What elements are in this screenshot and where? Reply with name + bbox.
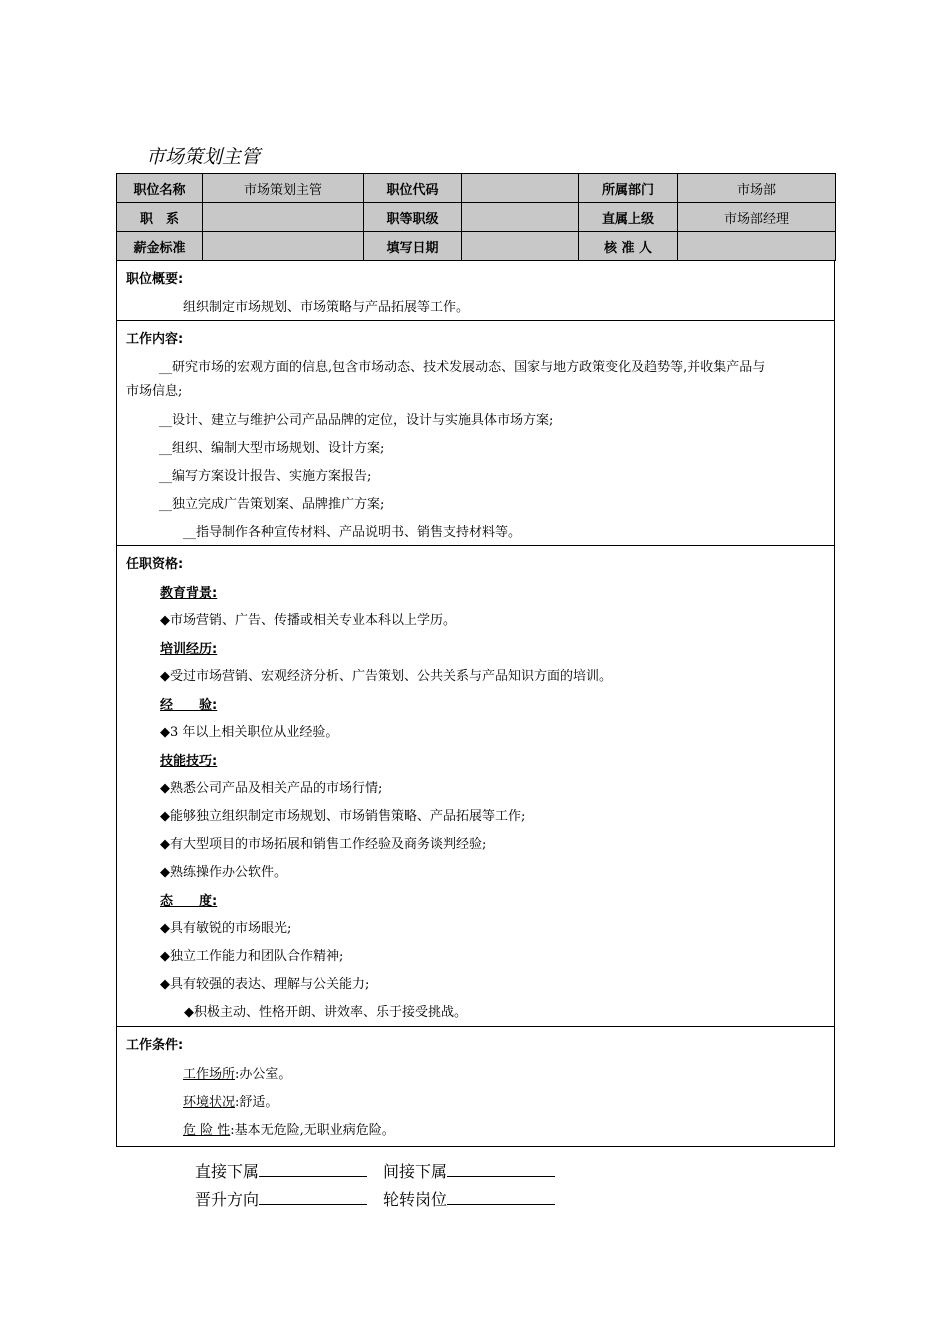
- qualification-heading: 任职资格:: [126, 557, 184, 572]
- table-row: [117, 174, 836, 203]
- label-grade: 职等职级: [364, 203, 462, 232]
- risk-value: :基本无危险,无职业病危险。: [230, 1123, 395, 1138]
- list-item: ◆有大型项目的市场拓展和销售工作经验及商务谈判经验;: [160, 837, 487, 852]
- list-item: ◆熟练操作办公软件。: [160, 865, 287, 880]
- overview-heading: 职位概要:: [126, 272, 184, 287]
- value-department: 市场部: [678, 174, 836, 203]
- condition-environment: [183, 1091, 278, 1110]
- condition-risk: [183, 1119, 395, 1138]
- qualification-section: [116, 545, 835, 1027]
- position-info-table: [116, 173, 836, 261]
- value-fill-date: [462, 232, 579, 261]
- rotation-blank[interactable]: [447, 1203, 555, 1205]
- indirect-reports-label: 间接下属: [383, 1162, 448, 1181]
- list-item: ◆3 年以上相关职位从业经验。: [160, 725, 339, 740]
- list-item: __编写方案设计报告、实施方案报告;: [159, 469, 372, 484]
- condition-place: [183, 1063, 291, 1082]
- direct-reports-field: [195, 1159, 367, 1182]
- value-approver: [678, 232, 836, 261]
- training-label: 培训经历:: [160, 642, 218, 657]
- promotion-label: 晋升方向: [195, 1190, 260, 1209]
- page-title: 市场策划主管: [146, 146, 261, 168]
- value-supervisor: 市场部经理: [678, 203, 836, 232]
- attitude-label: 态 度:: [160, 894, 218, 909]
- education-label: 教育背景:: [160, 586, 218, 601]
- promotion-field: [195, 1187, 367, 1210]
- list-item: 市场信息;: [126, 384, 183, 399]
- label-department: 所属部门: [579, 174, 678, 203]
- list-item: ◆积极主动、性格开朗、讲效率、乐于接受挑战。: [184, 1005, 467, 1020]
- label-position-code: 职位代码: [364, 174, 462, 203]
- list-item: __独立完成广告策划案、品牌推广方案;: [159, 497, 385, 512]
- place-value: :办公室。: [235, 1067, 292, 1082]
- list-item: ◆熟悉公司产品及相关产品的市场行情;: [160, 781, 383, 796]
- environment-value: :舒适。: [235, 1095, 279, 1110]
- label-approver: 核 准 人: [579, 232, 678, 261]
- label-supervisor: 直属上级: [579, 203, 678, 232]
- indirect-reports-field: [383, 1159, 555, 1182]
- experience-label: 经 验:: [160, 698, 218, 713]
- direct-reports-blank[interactable]: [259, 1175, 367, 1177]
- value-salary: [203, 232, 364, 261]
- place-label: 工作场所: [183, 1067, 236, 1082]
- overview-section: [116, 260, 835, 321]
- list-item: ◆市场营销、广告、传播或相关专业本科以上学历。: [160, 613, 456, 628]
- indirect-reports-blank[interactable]: [447, 1175, 555, 1177]
- list-item: ◆受过市场营销、宏观经济分析、广告策划、公共关系与产品知识方面的培训。: [160, 669, 612, 684]
- list-item: ◆能够独立组织制定市场规划、市场销售策略、产品拓展等工作;: [160, 809, 526, 824]
- conditions-heading: 工作条件:: [126, 1038, 184, 1053]
- direct-reports-label: 直接下属: [195, 1162, 260, 1181]
- environment-label: 环境状况: [183, 1095, 236, 1110]
- conditions-section: [116, 1026, 835, 1147]
- label-fill-date: 填写日期: [364, 232, 462, 261]
- list-item: __设计、建立与维护公司产品品牌的定位，设计与实施具体市场方案;: [159, 413, 554, 428]
- list-item: __指导制作各种宣传材料、产品说明书、销售支持材料等。: [183, 525, 522, 540]
- value-grade: [462, 203, 579, 232]
- label-position-name: 职位名称: [117, 174, 203, 203]
- risk-label: 危 险 性: [183, 1123, 231, 1138]
- rotation-label: 轮转岗位: [383, 1190, 448, 1209]
- value-position-code: [462, 174, 579, 203]
- overview-text: 组织制定市场规划、市场策略与产品拓展等工作。: [183, 300, 470, 315]
- work-content-section: [116, 320, 835, 546]
- work-content-heading: 工作内容:: [126, 332, 184, 347]
- value-position-name: 市场策划主管: [203, 174, 364, 203]
- list-item: ◆具有敏锐的市场眼光;: [160, 921, 292, 936]
- list-item: ◆具有较强的表达、理解与公关能力;: [160, 977, 370, 992]
- label-salary: 薪金标准: [117, 232, 203, 261]
- list-item: __研究市场的宏观方面的信息,包含市场动态、技术发展动态、国家与地方政策变化及趋势等,并收集产品与: [159, 360, 766, 375]
- label-job-family: 职 系: [117, 203, 203, 232]
- table-row: [117, 232, 836, 261]
- skills-label: 技能技巧:: [160, 754, 218, 769]
- promotion-blank[interactable]: [259, 1203, 367, 1205]
- rotation-field: [383, 1187, 555, 1210]
- list-item: __组织、编制大型市场规划、设计方案;: [159, 441, 385, 456]
- value-job-family: [203, 203, 364, 232]
- table-row: [117, 203, 836, 232]
- list-item: ◆独立工作能力和团队合作精神;: [160, 949, 344, 964]
